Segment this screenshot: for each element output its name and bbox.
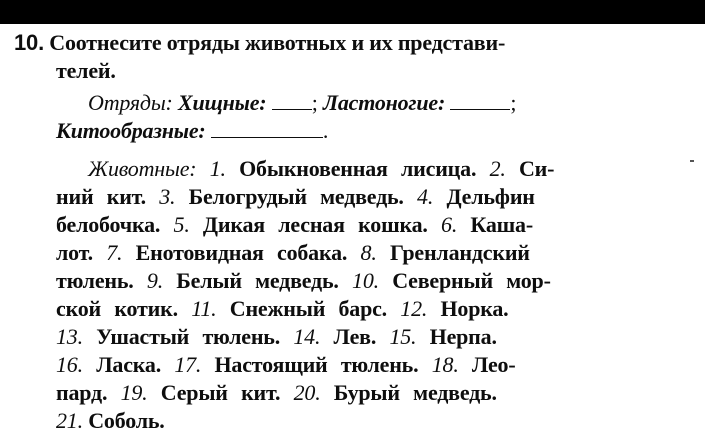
animal-number: 15. [389,324,417,349]
animals-line-4 [56,240,530,266]
animal-name: Си- [505,156,555,181]
animal-number: 7. [106,240,123,265]
animal-name: Серый кит. [147,380,294,405]
groups-line-1 [88,90,516,116]
group-cetaceans-blank[interactable] [211,136,323,138]
animal-name: Обыкновенная лисица. [225,156,490,181]
group-carnivores-blank[interactable] [272,108,312,110]
animal-name: Лео- [458,352,516,377]
margin-mark [690,160,694,162]
animal-name: Белогрудый медведь. [175,184,418,209]
separator: ; [510,90,517,115]
group-cetaceans-label: Китообразные: [56,118,206,143]
animals-line-5 [56,268,551,294]
task-text-1: Соотнесите отряды животных и их представи- [49,30,506,55]
animals-label: Животные: [88,156,210,181]
animal-number: 16. [56,352,83,377]
animals-line-3 [56,212,533,238]
animal-name: Снежный барс. [216,296,401,321]
animal-name: Каша- [457,212,533,237]
animal-name: Гренландский [376,240,530,265]
animal-number: 13. [56,324,83,349]
animal-number: 14. [293,324,321,349]
animal-number: 12. [400,296,428,321]
animal-name: тюлень. [56,268,147,293]
animal-name: Нерпа. [416,324,497,349]
task-text-2: телей. [56,58,116,83]
animal-name: Дикая лесная кошка. [189,212,442,237]
animal-number: 10. [352,268,379,293]
animal-name: Ушастый тюлень. [82,324,294,349]
animal-name: Енотовидная собака. [122,240,361,265]
animal-name: ний кит. [56,184,160,209]
separator: ; [311,90,318,115]
animal-number: 21. [56,408,83,433]
animal-name: Белый медведь. [163,268,353,293]
top-black-bar [0,0,705,24]
animal-name: Норка. [427,296,509,321]
animal-number: 8. [360,240,377,265]
group-pinnipeds-label: Ластоногие: [322,90,446,115]
group-pinnipeds-blank[interactable] [450,108,510,110]
groups-line-2 [56,118,328,144]
animal-name: пард. [56,380,121,405]
animal-name: Настоящий тюлень. [201,352,432,377]
animal-name: лот. [56,240,107,265]
animal-number: 2. [489,156,506,181]
animals-line-10 [56,408,165,434]
animals-line-1 [88,156,554,182]
animal-number: 11. [191,296,217,321]
animals-line-7 [56,324,497,350]
animal-name: ской котик. [56,296,192,321]
groups-label: Отряды: [88,90,173,115]
animals-line-8 [56,352,515,378]
animal-name: белобочка. [56,212,174,237]
group-carnivores-label: Хищные: [177,90,267,115]
animal-name: Северный мор- [378,268,551,293]
animal-name: Ласка. [82,352,175,377]
animal-number: 20. [293,380,321,405]
animal-number: 6. [441,212,458,237]
animals-line-6 [56,296,508,322]
animal-name: Соболь. [82,408,165,433]
task-number: 10. [14,30,44,55]
end-period: . [322,118,329,143]
animal-name: Бурый медведь. [320,380,497,405]
animal-number: 1. [209,156,226,181]
animal-name: Дельфин [433,184,535,209]
animal-number: 9. [146,268,163,293]
task-line-1 [14,30,694,56]
next-task-cutoff [0,438,705,446]
animals-line-2 [56,184,535,210]
animal-number: 19. [120,380,148,405]
animals-line-9 [56,380,497,406]
animal-number: 17. [174,352,202,377]
animal-number: 3. [159,184,176,209]
animal-number: 18. [431,352,459,377]
animal-name: Лев. [320,324,390,349]
animal-number: 5. [173,212,190,237]
animal-number: 4. [417,184,434,209]
